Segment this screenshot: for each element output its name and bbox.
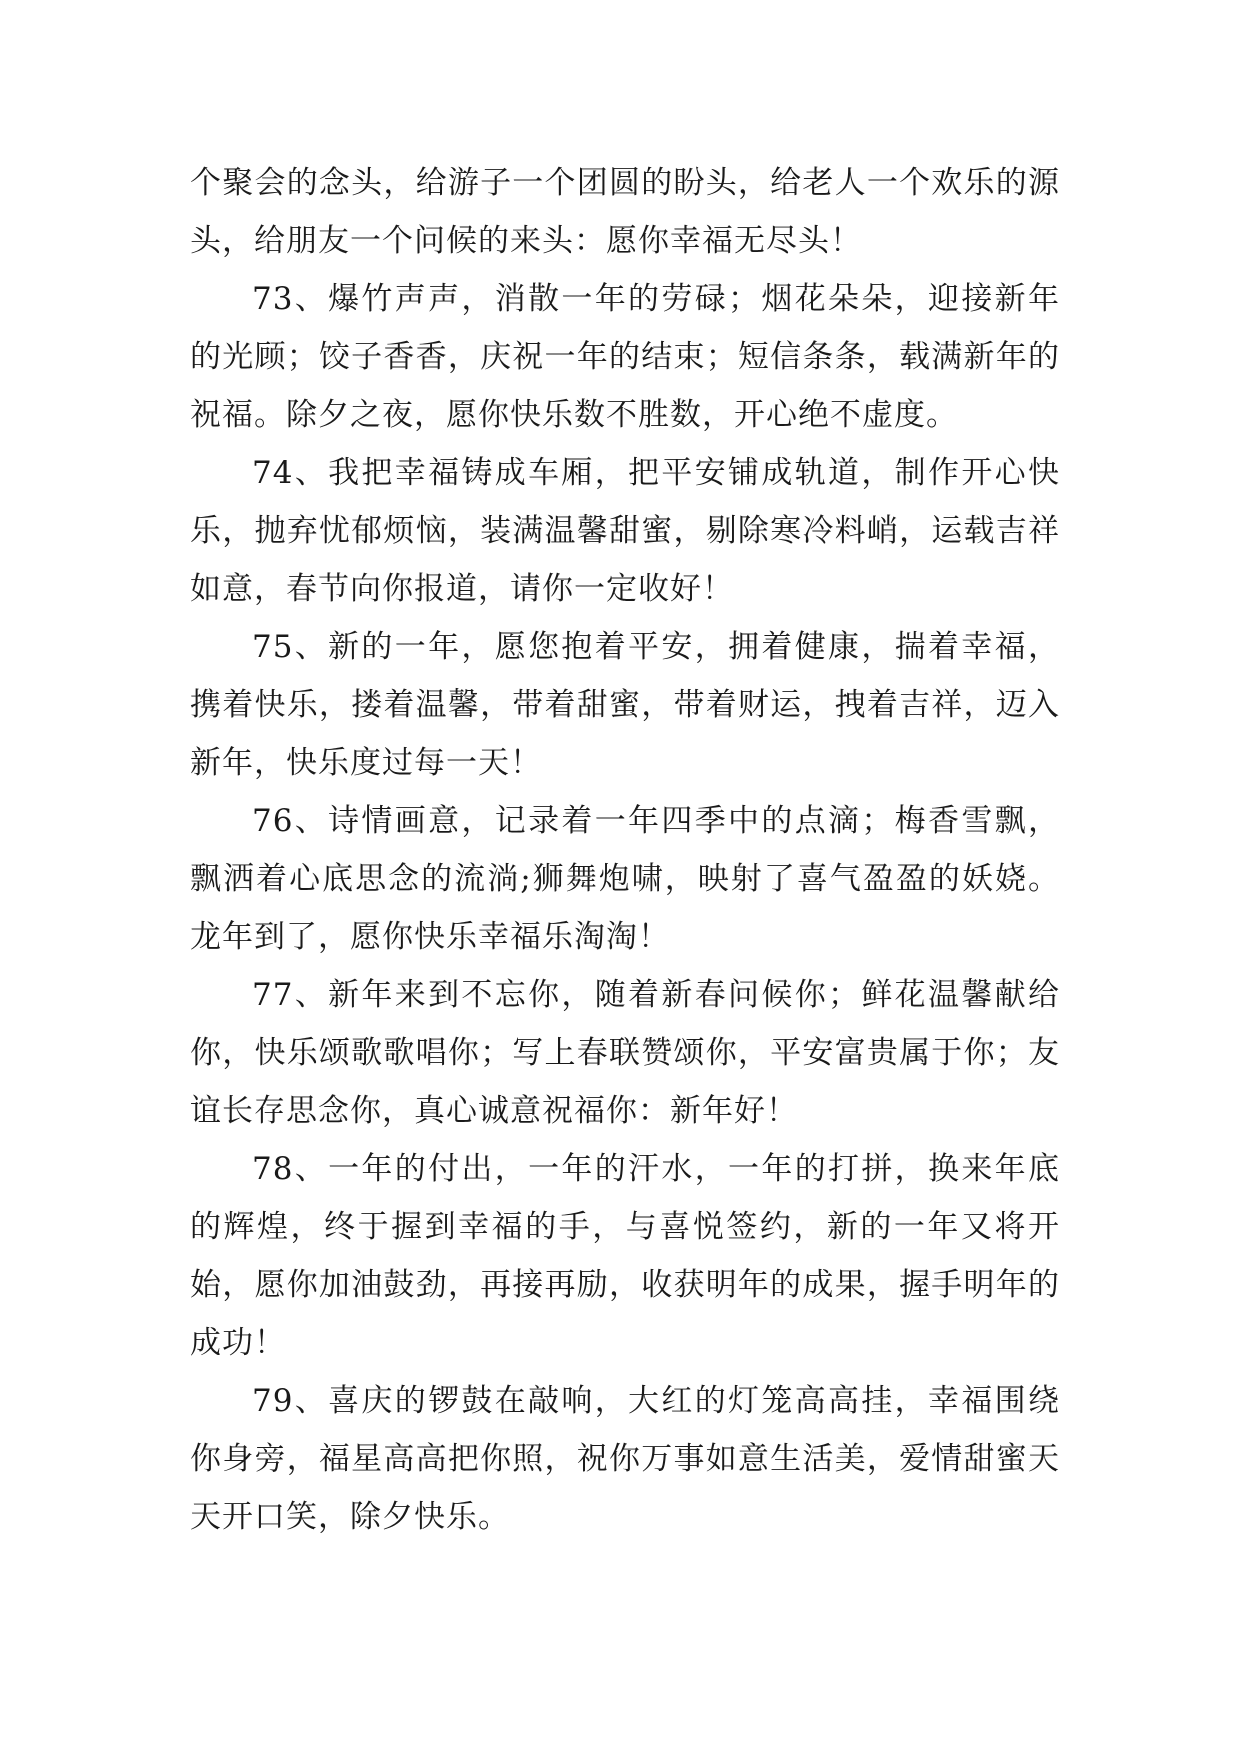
paragraph-73: 73、爆竹声声，消散一年的劳碌；烟花朵朵，迎接新年的光顾；饺子香香，庆祝一年的结束；短信条条，载满新年的祝福。除夕之夜，愿你快乐数不胜数，开心绝不虚度。 — [190, 281, 1060, 433]
paragraph-76: 76、诗情画意，记录着一年四季中的点滴；梅香雪飘，飘洒着心底思念的流淌;狮舞炮啸，映射了喜气盈盈的妖娆。龙年到了，愿你快乐幸福乐淘淘！ — [190, 803, 1060, 955]
paragraph-75: 75、新的一年，愿您抱着平安，拥着健康，揣着幸福，携着快乐，搂着温馨，带着甜蜜，带着财运，拽着吉祥，迈入新年，快乐度过每一天！ — [190, 629, 1060, 781]
document-body — [190, 154, 1060, 1546]
paragraph-79: 79、喜庆的锣鼓在敲响，大红的灯笼高高挂，幸福围绕你身旁，福星高高把你照，祝你万事如意生活美，爱情甜蜜天天开口笑，除夕快乐。 — [190, 1383, 1060, 1535]
paragraph-continuation: 个聚会的念头，给游子一个团圆的盼头，给老人一个欢乐的源头，给朋友一个问候的来头：愿你幸福无尽头！ — [190, 165, 1060, 259]
paragraph-74: 74、我把幸福铸成车厢，把平安铺成轨道，制作开心快乐，抛弃忧郁烦恼，装满温馨甜蜜，剔除寒冷料峭，运载吉祥如意，春节向你报道，请你一定收好！ — [190, 455, 1060, 607]
paragraph-78: 78、一年的付出，一年的汗水，一年的打拼，换来年底的辉煌，终于握到幸福的手，与喜悦签约，新的一年又将开始，愿你加油鼓劲，再接再励，收获明年的成果，握手明年的成功！ — [190, 1151, 1060, 1361]
paragraph-77: 77、新年来到不忘你，随着新春问候你；鲜花温馨献给你，快乐颂歌歌唱你；写上春联赞颂你，平安富贵属于你；友谊长存思念你，真心诚意祝福你：新年好！ — [190, 977, 1060, 1129]
